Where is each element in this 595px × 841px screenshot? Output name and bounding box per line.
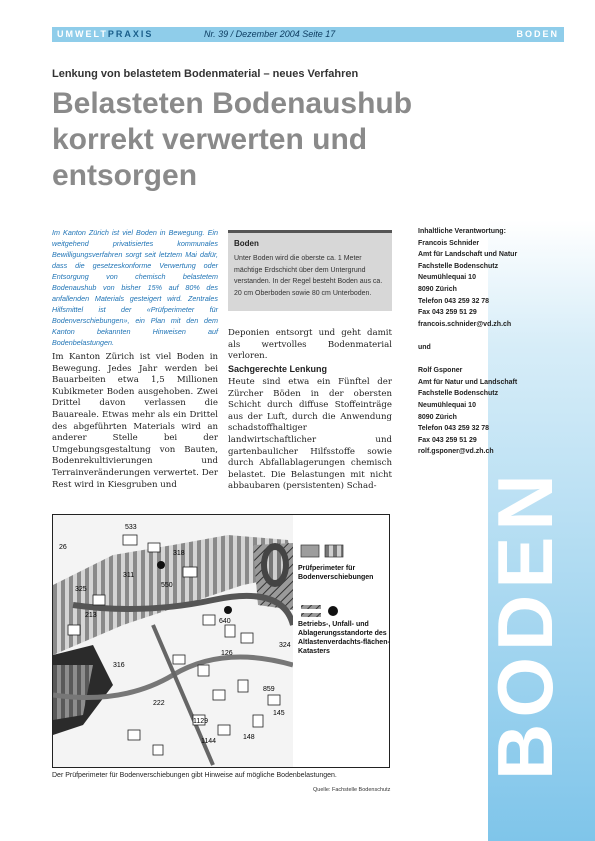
contact-email[interactable]: francois.schnider@vd.zh.ch bbox=[418, 320, 512, 328]
map-label: 148 bbox=[243, 734, 255, 741]
contact-line: Fax 043 259 51 29 bbox=[418, 436, 477, 444]
subheading: Sachgerechte Lenkung bbox=[228, 364, 328, 374]
body-text-mid-2: Heute sind etwa ein Fünftel der Zürcher Böden in der obersten Schicht durch diffuse Stoffeinträge aus der Luft, durch die Anwendung schadstoffhaltiger landwirtschaftlicher und gartenbaulicher Hilfsstoffe sowie durch Abfallablagerungen chemisch belastet. Die Belastungen mit nicht abbaubaren (persistenten) Schad- bbox=[228, 377, 392, 492]
contact-line: 8090 Zürich bbox=[418, 413, 457, 421]
map-label: 26 bbox=[59, 544, 67, 551]
contact-email[interactable]: rolf.gsponer@vd.zh.ch bbox=[418, 448, 494, 456]
contact-line: Fachstelle Bodenschutz bbox=[418, 390, 499, 398]
map-labels bbox=[53, 515, 293, 767]
contact-line: Amt für Natur und Landschaft bbox=[418, 378, 518, 386]
contact-line: Amt für Landschaft und Natur bbox=[418, 251, 518, 259]
infobox bbox=[228, 230, 392, 311]
header-logo bbox=[57, 27, 153, 42]
logo-part2: PRAXIS bbox=[107, 29, 154, 39]
infobox-text: Unter Boden wird die oberste ca. 1 Meter mächtige Erdschicht über dem Untergrund verstanden. In der Regel besteht Boden aus ca. 20 cm Oberboden sowie 80 cm Unterboden. bbox=[234, 255, 383, 297]
legend-label-perimeter: Prüfperimeter für Bodenverschiebungen bbox=[298, 565, 374, 581]
contact-line: Rolf Gsponer bbox=[418, 367, 463, 375]
contact-box bbox=[418, 226, 558, 458]
map-label: 640 bbox=[219, 618, 231, 625]
issue-info: Nr. 39 / Dezember 2004 Seite 17 bbox=[204, 29, 336, 39]
legend-label-sites: Betriebs-, Unfall- und Ablagerungsstandorte des Altlastenverdachts-flächen-Katasters bbox=[298, 621, 390, 655]
map-label: 126 bbox=[221, 650, 233, 657]
contact-line: Neumühlequai 10 bbox=[418, 401, 476, 409]
map-label: 1144 bbox=[201, 738, 217, 745]
map-legend bbox=[298, 544, 390, 656]
contact-line: Telefon 043 259 32 78 bbox=[418, 297, 490, 305]
map-label: 533 bbox=[125, 524, 137, 531]
map-label: 1129 bbox=[193, 718, 209, 725]
map-label: 324 bbox=[279, 642, 291, 649]
map-label: 222 bbox=[153, 700, 165, 707]
body-text-mid-1: Deponien entsorgt und geht damit als wertvolles Bodenmaterial verloren. bbox=[228, 328, 392, 362]
map-label: 550 bbox=[161, 582, 173, 589]
figure-caption: Der Prüfperimeter für Bodenverschiebungen gibt Hinweise auf mögliche Bodenbelastungen. bbox=[52, 772, 337, 779]
kicker: Lenkung von belastetem Bodenmaterial – neues Verfahren bbox=[52, 68, 359, 80]
map-label: 145 bbox=[273, 710, 285, 717]
infobox-title: Boden bbox=[234, 239, 259, 248]
contact-line: 8090 Zürich bbox=[418, 285, 457, 293]
lead-paragraph: Im Kanton Zürich ist viel Boden in Bewegung. Ein weitgehend privatisiertes kommunales Bewilligungsverfahren sorgt seit letztem Mai dafür, dass die gesetzeskonforme Verwertung oder Entsorgung von chemisch belastetem Bodenaushub von bisher 15% auf 80% des anfallenden Materials gesteigert wird. Zentrales Hilfsmittel ist der «Prüfperimeter für Bodenverschiebungen», ein Plan mit den dem Kanton bekannten Hinweisen auf Bodenbelastungen. bbox=[52, 228, 218, 347]
contact-line: Francois Schnider bbox=[418, 239, 480, 247]
map-label: 311 bbox=[123, 572, 135, 579]
contact-line: Fachstelle Bodenschutz bbox=[418, 262, 499, 270]
contact-heading: Inhaltliche Verantwortung: bbox=[418, 228, 506, 235]
map-label: 325 bbox=[75, 586, 87, 593]
section-vertical-word: BODEN bbox=[481, 468, 569, 780]
header-bar bbox=[52, 27, 564, 42]
contact-line: Telefon 043 259 32 78 bbox=[418, 425, 490, 433]
contact-and: und bbox=[418, 343, 431, 351]
body-text-left: Im Kanton Zürich ist viel Boden in Bewegung. Jedes Jahr werden bei Bauarbeiten etwa 1,5 Millionen Kubikmeter Boden ausgehoben. Zwei Drittel davon verlassen die Bauareale. Etwas mehr als ein Drittel des abgeführten Materials wird an anderer Stelle bei der Umgebungsgestaltung von Bauten, Bodenrekultivierungen und Terrainveränderungen verwertet. Der Rest wird in Kiesgruben und bbox=[52, 352, 218, 490]
contact-line: Fax 043 259 51 29 bbox=[418, 309, 477, 317]
section-label: BODEN bbox=[516, 29, 559, 39]
map-label: 318 bbox=[173, 550, 185, 557]
headline: Belasteten Bodenaushub korrekt verwerten und entsorgen bbox=[52, 87, 413, 192]
logo-part1: UMWELT bbox=[57, 29, 108, 39]
figure-source: Quelle: Fachstelle Bodenschutz bbox=[313, 787, 391, 793]
map-label: 859 bbox=[263, 686, 275, 693]
contact-line: Neumühlequai 10 bbox=[418, 274, 476, 282]
map-label: 213 bbox=[85, 612, 97, 619]
map-label: 316 bbox=[113, 662, 125, 669]
